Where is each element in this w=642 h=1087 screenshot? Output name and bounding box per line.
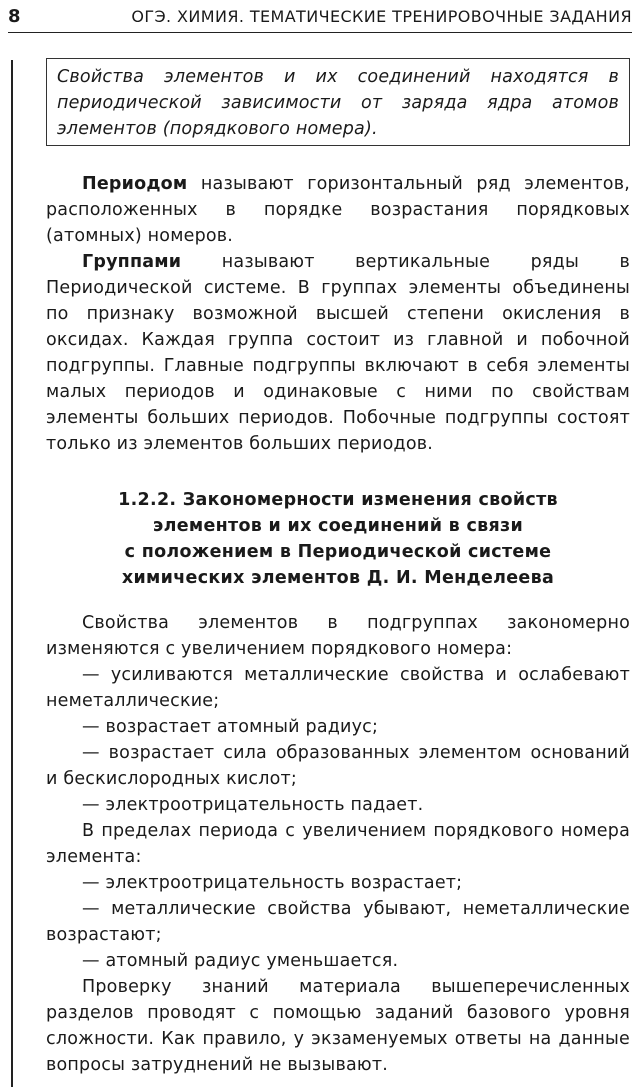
subgroups-intro: Свойства элементов в подгруппах закономерно изменяются с увеличением порядкового номера:: [46, 613, 630, 659]
page-header: [8, 4, 632, 33]
groups-paragraph: [46, 249, 630, 457]
list-item: — электроотрицательность возрастает;: [82, 873, 463, 893]
list-item: — электроотрицательность падает.: [82, 795, 424, 815]
periods-paragraph: [46, 171, 630, 249]
list-item: — возрастает атомный радиус;: [82, 717, 379, 737]
list-item: — усиливаются металлические свойства и ослабевают неметаллические;: [46, 665, 630, 711]
list-item: — атомный радиус уменьшается.: [82, 951, 399, 971]
trends-block: [46, 610, 630, 1078]
running-title: ОГЭ. ХИМИЯ. ТЕМАТИЧЕСКИЕ ТРЕНИРОВОЧНЫЕ ЗАДАНИЯ: [131, 7, 632, 26]
margin-rule: [11, 60, 13, 1087]
periods-text: называют горизонтальный ряд элементов, расположенных в порядке возрастания порядковых (атомных) номеров.: [46, 174, 630, 246]
section-heading-line: 1.2.2. Закономерности изменения свойств: [118, 490, 558, 510]
definitions-block: [46, 171, 630, 457]
page-number: 8: [8, 6, 21, 27]
section-heading-line: химических элементов Д. И. Менделеева: [121, 568, 555, 588]
closing-paragraph: Проверку знаний материала вышеперечисленных разделов проводят с помощью заданий базового уровня сложности. Как правило, у экзаменуемых ответы на данные вопросы затруднений не вызывают.: [46, 977, 630, 1075]
boxed-note: Свойства элементов и их соединений находятся в периодической зависимости от заряда ядра атомов элементов (порядкового номера).: [46, 58, 630, 146]
section-heading-line: элементов и их соединений в связи: [152, 516, 524, 536]
section-heading-line: с положением в Периодической системе: [124, 542, 552, 562]
groups-text: называют вертикальные ряды в Периодической системе. В группах элементы объединены по признаку возможной высшей степени окисления в оксидах. Каждая группа состоит из главной и побочной подгруппы. Главные подгруппы включают в себя элементы малых периодов и одинаковые с ними по свойствам элементы больших периодов. Побочные подгруппы состоят только из элементов больших периодов.: [46, 252, 630, 454]
section-heading: [46, 487, 630, 591]
list-item: — металлические свойства убывают, неметаллические возрастают;: [46, 899, 630, 945]
period-trends-intro: В пределах периода с увеличением порядкового номера элемента:: [46, 821, 630, 867]
list-item: — возрастает сила образованных элементом оснований и бескислородных кислот;: [46, 743, 630, 789]
groups-term: Группами: [82, 252, 182, 272]
periods-term: Периодом: [82, 174, 188, 194]
